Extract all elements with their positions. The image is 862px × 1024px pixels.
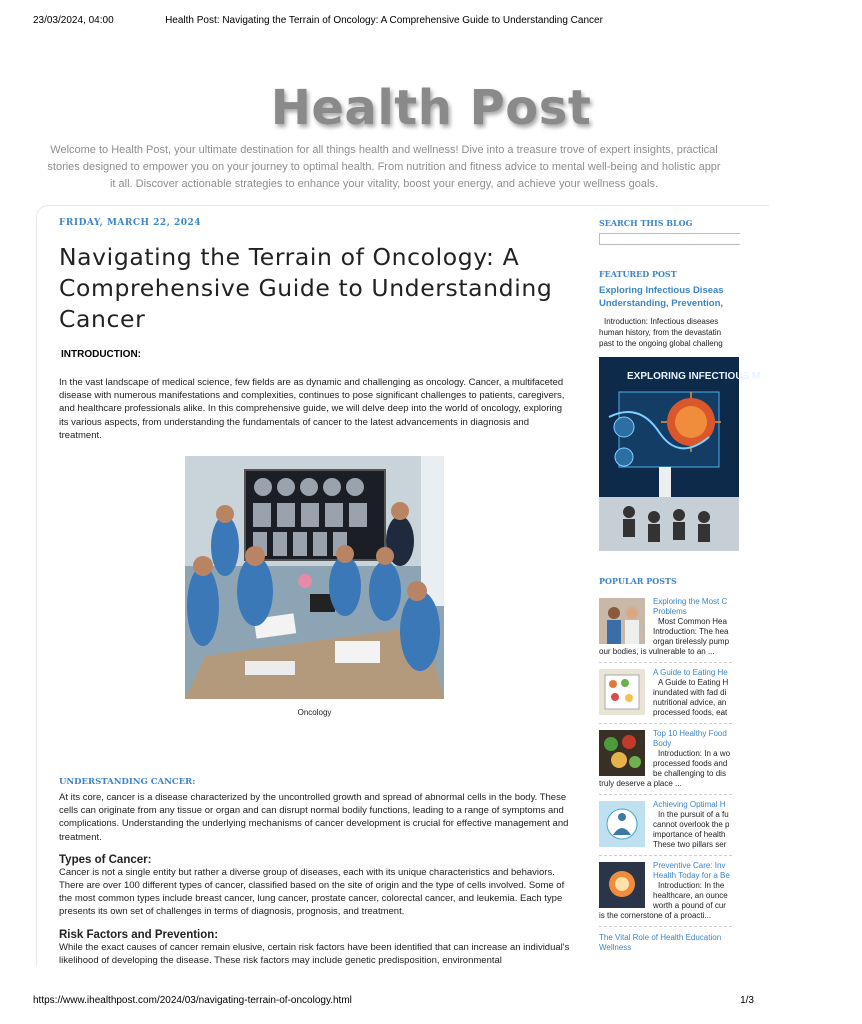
popular-post-thumbnail[interactable] [599,669,645,715]
popular-post-snippet: importance of health [653,830,726,839]
risk-paragraph: While the exact causes of cancer remain elusive, certain risk factors have been identified that can increase an individual's likelihood of developing the disease. These risk factors may include genetic predisposition, environmental [59,941,570,966]
popular-post-snippet: inundated with fad di [653,688,727,697]
print-date: 23/03/2024, 04:00 [33,15,114,26]
popular-post-title[interactable]: Problems [653,607,687,616]
print-url: https://www.ihealthpost.com/2024/03/navigating-terrain-of-oncology.html [33,995,352,1006]
popular-post-snippet: be challenging to dis [653,769,726,778]
popular-heading: POPULAR POSTS [599,576,677,586]
search-input[interactable] [599,233,740,245]
blog-description-line: it all. Discover actionable strategies to enhance your vitality, boost your energy, and achieve your wellness goals. [109,178,659,190]
featured-snippet-line: human history, from the devastatin [599,328,722,337]
popular-post-title[interactable]: The Vital Role of Health Education [599,933,722,942]
print-doc-title: Health Post: Navigating the Terrain of Oncology: A Comprehensive Guide to Understanding Cancer [165,15,603,26]
popular-post-snippet: Most Common Hea [658,617,727,626]
blog-title[interactable]: Health Post [270,80,592,136]
popular-post-link[interactable] [599,933,732,953]
featured-title-line[interactable]: Understanding, Prevention, [599,298,724,309]
popular-post-thumbnail[interactable] [599,730,645,776]
blog-description-line: stories designed to empower you on your journey to optimal health. From nutrition and fitness advice to mental well-being and holistic appr [47,161,721,173]
popular-post[interactable] [599,724,732,795]
image-caption: Oncology [297,708,332,718]
popular-post-title[interactable]: A Guide to Eating He [653,668,728,677]
featured-title-line[interactable]: Exploring Infectious Diseas [599,285,724,296]
featured-image-text: EXPLORING INFECTIOUS M [627,371,761,382]
popular-post-title[interactable]: Top 10 Healthy Food [653,729,727,738]
popular-post-title[interactable]: Health Today for a Be [653,871,730,880]
popular-post-title[interactable]: Exploring the Most C [653,597,728,606]
risk-heading: Risk Factors and Prevention: [59,928,219,941]
popular-post-snippet: Introduction: In a wo [658,749,731,758]
types-heading: Types of Cancer: [59,853,152,866]
popular-post-title[interactable]: Wellness [599,943,632,952]
post-title[interactable]: Navigating the Terrain of Oncology: A Comprehensive Guide to Understanding Cancer [59,243,553,333]
popular-post[interactable] [599,592,732,663]
featured-snippet-line: past to the ongoing global challeng [599,339,723,348]
popular-post-snippet: truly deserve a place ... [599,779,682,788]
search-heading: SEARCH THIS BLOG [599,218,693,228]
featured-snippet-line: Introduction: Infectious diseases [604,317,719,326]
popular-post-snippet: worth a pound of cur [653,901,726,910]
featured-post-snippet [599,316,739,349]
print-page-number: 1/3 [740,995,754,1006]
post-date: FRIDAY, MARCH 22, 2024 [59,218,202,228]
section-heading-understanding: UNDERSTANDING CANCER: [59,777,196,788]
section-paragraph: At its core, cancer is a disease characterized by the uncontrolled growth and spread of abnormal cells in the body. These cells can originate from any tissue or organ and can disrupt normal bodily functions, leading to a range of symptoms and complications. Understanding the underlying mechanisms of cancer development is crucial for effective management and treatment. [59,792,569,843]
popular-post-snippet: These two pillars ser [653,840,727,849]
popular-post-title[interactable]: Preventive Care: Inv [653,861,726,870]
popular-post-title[interactable]: Achieving Optimal H [653,800,726,809]
popular-post-snippet: Introduction: In the [658,881,725,890]
popular-post[interactable] [599,856,732,927]
popular-post[interactable] [599,663,732,724]
blog-description [34,142,734,193]
post-figure [185,456,444,717]
popular-post-thumbnail[interactable] [599,862,645,908]
intro-heading: INTRODUCTION: [61,349,141,360]
popular-post-snippet: is the cornerstone of a proacti... [599,911,712,920]
blog-description-line: Welcome to Health Post, your ultimate destination for all things health and wellness! Dive into a treasure trove of expert insights, practical [50,144,718,156]
popular-post[interactable] [599,795,732,856]
intro-paragraph: In the vast landscape of medical science, few fields are as dynamic and challenging as oncology. Cancer, a multifaceted disease with numerous manifestations and complexities, continues to pose significant challenges to patients, caregivers, and healthcare professionals alike. In this comprehensive guide, we will delve deep into the world of oncology, exploring its various aspects, from understanding the fundamentals of cancer to the latest advancements in diagnosis and treatment. [59,377,565,441]
popular-post-snippet: healthcare, an ounce [653,891,728,900]
popular-post-snippet: processed foods and [653,759,728,768]
types-paragraph: Cancer is not a single entity but rather a diverse group of diseases, each with its unique characteristics and behaviors. There are over 100 different types of cancer, classified based on the site of origin and the type of cells involved. Some of the most common types include breast cancer, lung cancer, prostate cancer, colorectal cancer, and leukemia. Each type presents its own set of challenges in terms of diagnosis, prognosis, and treatment. [59,866,565,918]
popular-post-snippet: cannot overlook the p [653,820,730,829]
popular-post-snippet: nutritional advice, an [653,698,727,707]
popular-post-snippet: processed foods, eat [653,708,728,717]
oncology-image[interactable] [185,456,444,699]
featured-post-title[interactable] [599,284,749,310]
main-column [59,218,574,966]
sidebar [599,218,761,963]
popular-post-snippet: In the pursuit of a fu [658,810,729,819]
featured-post-image[interactable] [599,357,761,551]
popular-post-snippet: A Guide to Eating H [658,678,729,687]
popular-post-thumbnail[interactable] [599,598,645,644]
featured-heading: FEATURED POST [599,269,677,279]
popular-post-title[interactable]: Body [653,739,672,748]
popular-post-snippet: organ tirelessly pump [653,637,730,646]
popular-post-snippet: our bodies, is vulnerable to an ... [599,647,715,656]
popular-post-thumbnail[interactable] [599,801,645,847]
popular-post-snippet: Introduction: The hea [653,627,729,636]
